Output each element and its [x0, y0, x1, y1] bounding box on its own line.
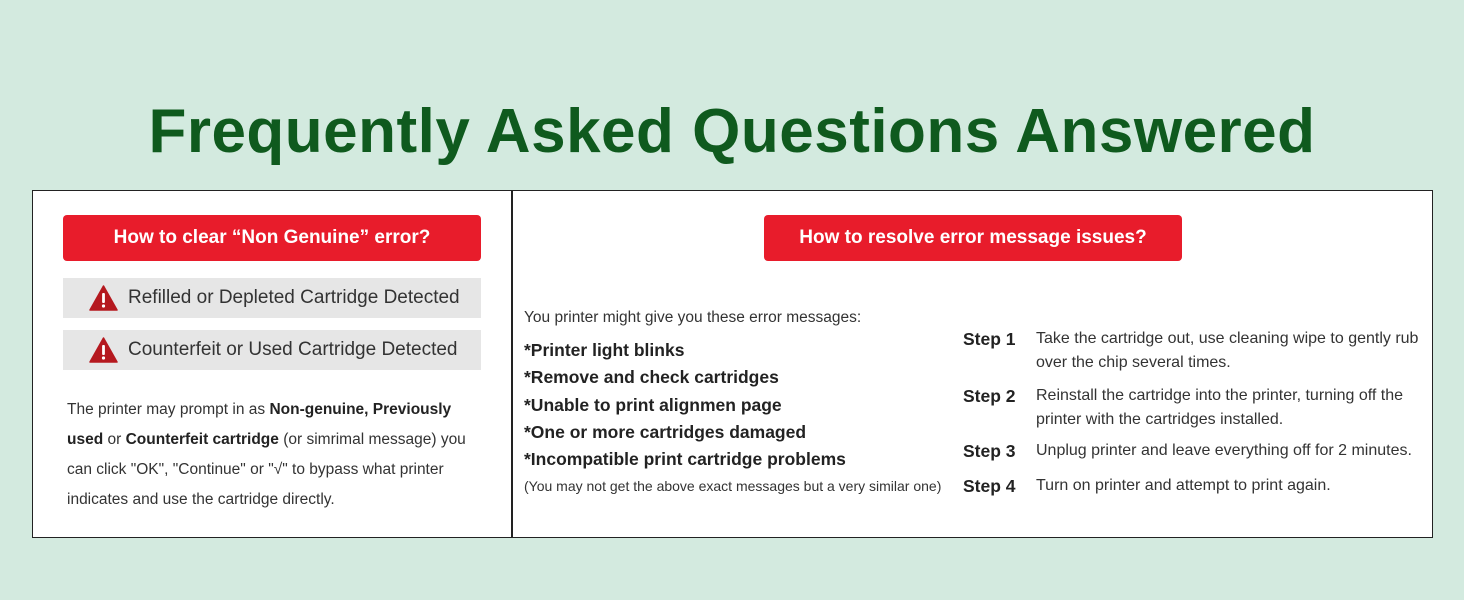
step-row	[963, 474, 1433, 498]
step-text: Turn on printer and attempt to print again.	[1036, 477, 1331, 494]
instructions-bold-text: Non-genuine, Previously used	[67, 401, 452, 448]
error-message-list	[524, 337, 846, 473]
step-text: Take the cartridge out, use cleaning wipe to gently rub over the chip several times.	[1036, 330, 1419, 371]
list-item: *One or more cartridges damaged	[524, 421, 807, 442]
warning-triangle-icon	[89, 337, 118, 363]
step-label: Step 4	[963, 476, 1016, 496]
instructions-text: or	[103, 431, 126, 448]
error-intro-text: You printer might give you these error messages:	[524, 309, 862, 326]
error-message-text: Refilled or Depleted Cartridge Detected	[128, 287, 460, 308]
step-text: Reinstall the cartridge into the printer, turning off the printer with the cartridges installed.	[1036, 387, 1404, 428]
step-row	[963, 384, 1433, 432]
instructions-bold-text: Counterfeit cartridge	[125, 431, 279, 448]
instructions-text: (or simrimal message) you can click "OK", "Continue" or "√" to bypass what printer indicates and use the cartridge directly.	[67, 431, 466, 508]
error-note-text: (You may not get the above exact messages but a very similar one)	[524, 478, 942, 494]
list-item: *Remove and check cartridges	[524, 367, 779, 388]
warning-triangle-icon	[89, 285, 118, 311]
list-item: *Unable to print alignmen page	[524, 394, 782, 415]
non-genuine-instructions	[67, 395, 487, 515]
step-row	[963, 439, 1433, 463]
faq-panel	[32, 190, 1433, 538]
step-row	[963, 327, 1433, 375]
step-label: Step 1	[963, 329, 1016, 349]
error-message-text: Counterfeit or Used Cartridge Detected	[128, 339, 458, 360]
step-text: Unplug printer and leave everything off for 2 minutes.	[1036, 442, 1412, 459]
step-label: Step 3	[963, 441, 1016, 461]
list-item: *Printer light blinks	[524, 340, 685, 360]
column-divider	[511, 191, 513, 537]
page-title: Frequently Asked Questions Answered	[148, 97, 1316, 166]
non-genuine-banner: How to clear “Non Genuine” error?	[63, 215, 481, 261]
instructions-text: The printer may prompt in as	[67, 401, 270, 418]
step-label: Step 2	[963, 386, 1016, 406]
error-message-box	[63, 278, 481, 318]
list-item: *Incompatible print cartridge problems	[524, 449, 846, 470]
error-message-box	[63, 330, 481, 370]
error-message-banner: How to resolve error message issues?	[764, 215, 1182, 261]
